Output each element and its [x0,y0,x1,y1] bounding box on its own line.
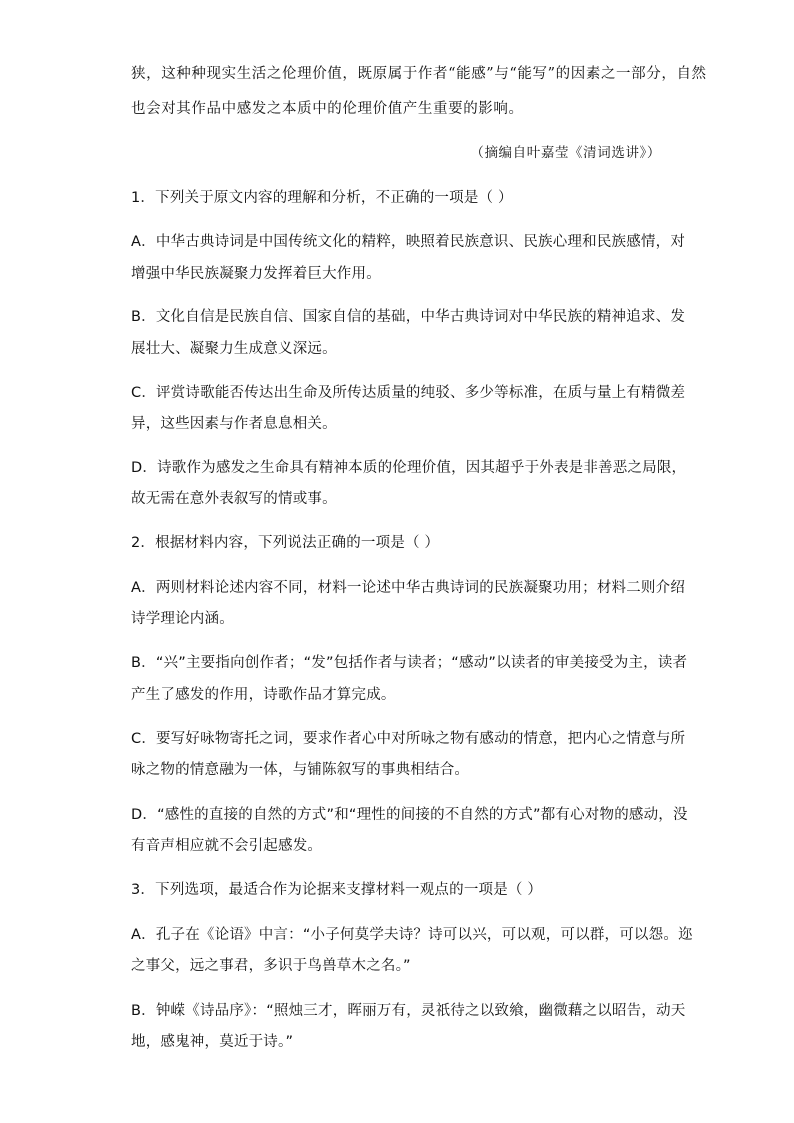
question-1-option-a-line-1: A．中华古典诗词是中国传统文化的精粹，映照着民族意识、民族心理和民族感情，对 [131,234,686,250]
question-1-option-d-line-2: 故无需在意外表叙写的情或事。 [131,491,337,507]
question-2-option-a-line-2: 诗学理论内涵。 [131,611,234,627]
question-3-option-a-line-2: 之事父，远之事君，多识于鸟兽草木之名。” [131,958,411,974]
question-2-option-c-line-1: C．要写好咏物寄托之词，要求作者心中对所咏之物有感动的情意，把内心之情意与所 [131,731,686,747]
passage-line-2: 也会对其作品中感发之本质中的伦理价值产生重要的影响。 [131,101,524,117]
question-2-option-b-line-1: B．“兴”主要指向创作者；“发”包括作者与读者；“感动”以读者的审美接受为主，读者 [131,655,688,671]
question-2-option-a-line-1: A．两则材料论述内容不同，材料一论述中华古典诗词的民族凝聚功用；材料二则介绍 [131,580,686,596]
question-3-option-b-line-2: 地，感鬼神，莫近于诗。” [131,1034,294,1050]
question-2-stem: 2．根据材料内容，下列说法正确的一项是（ ） [131,535,440,551]
question-1-option-c-line-2: 异，这些因素与作者息息相关。 [131,416,337,432]
question-2-option-d-line-2: 有音声相应就不会引起感发。 [131,838,323,854]
question-3-stem: 3．下列选项，最适合作为论据来支撑材料一观点的一项是（ ） [131,882,543,898]
question-1-option-b-line-2: 展壮大、凝聚力生成意义深远。 [131,341,337,357]
question-3-option-a-line-1: A．孔子在《论语》中言：“小子何莫学夫诗？诗可以兴，可以观，可以群，可以怨。迩 [131,927,693,943]
question-1-option-a-line-2: 增强中华民族凝聚力发挥着巨大作用。 [131,266,381,282]
question-1-option-c-line-1: C．评赏诗歌能否传达出生命及所传达质量的纯驳、多少等标准，在质与量上有精微差 [131,385,686,401]
question-2-option-b-line-2: 产生了感发的作用，诗歌作品才算完成。 [131,687,396,703]
question-3-option-b-line-1: B．钟嵘《诗品序》：“照烛三才，晖丽万有，灵祇待之以致飨，幽微藉之以昭告，动天 [131,1003,686,1019]
passage-line-1: 狭，这种种现实生活之伦理价值，既原属于作者“能感”与“能写”的因素之一部分，自然 [131,66,707,82]
passage-source: （摘编自叶嘉莹《清词选讲》） [470,145,661,161]
question-1-stem: 1．下列关于原文内容的理解和分析，不正确的一项是（ ） [131,190,513,206]
question-1-option-d-line-1: D．诗歌作为感发之生命具有精神本质的伦理价值，因其超乎于外表是非善恶之局限， [131,460,687,476]
question-2-option-d-line-1: D．“感性的直接的自然的方式”和“理性的间接的不自然的方式”都有心对物的感动，没 [131,807,688,823]
question-2-option-c-line-2: 咏之物的情意融为一体，与铺陈叙写的事典相结合。 [131,762,470,778]
question-1-option-b-line-1: B．文化自信是民族自信、国家自信的基础，中华古典诗词对中华民族的精神追求、发 [131,309,686,325]
